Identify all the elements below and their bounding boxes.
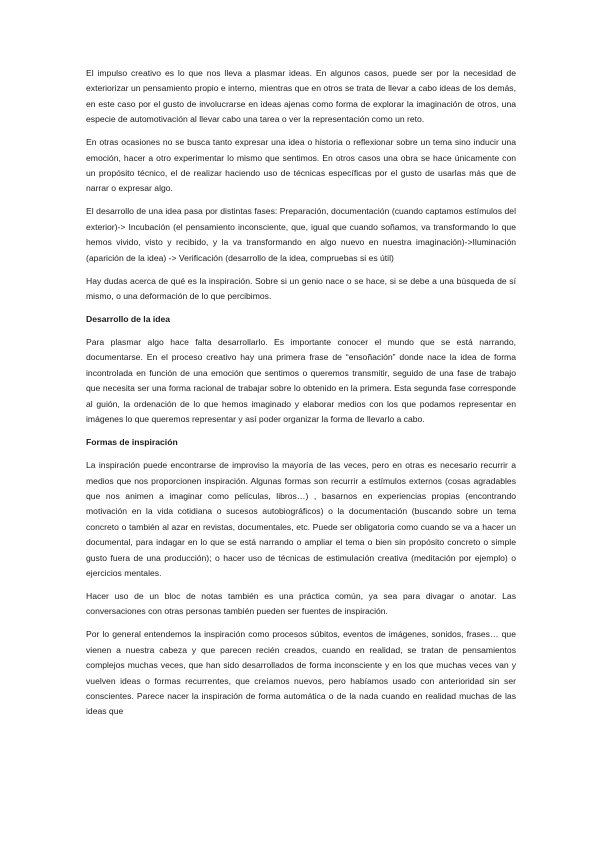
- paragraph-phases: El desarrollo de una idea pasa por distintas fases: Preparación, documentación (cuando captamos estímulos del exterior)-> Incubación (el pensamiento inconsciente, que, igual que cuando soñamos, va transformando lo que hemos vivido, visto y recibido, y la va transformando en algo nuevo en nuestra imaginación)->Iluminación (aparición de la idea) -> Verificación (desarrollo de la idea, compruebas si es útil): [86, 206, 516, 263]
- paragraph-sudden-inspiration: Por lo general entendemos la inspiración como procesos súbitos, eventos de imágenes, sonidos, frases… que vienen a nuestra cabeza y que parecen recién creados, cuando en realidad, se tratan de pensamientos complejos muchas veces, que han sido desarrollados de forma inconsciente y en los que muchas veces van y vuelven ideas o formas recurrentes, que creíamos nuevos, pero habíamos usado con anterioridad sin ser conscientes. Parece nacer la inspiración de forma automática o de la nada cuando en realidad muchas de las ideas que: [86, 629, 516, 717]
- heading-idea-development: Desarrollo de la idea: [86, 314, 171, 325]
- paragraph-inspiration-doubts: Hay dudas acerca de qué es la inspiración. Sobre si un genio nace o se hace, si se debe a una búsqueda de sí mismo, o una deformación de lo que percibimos.: [86, 275, 516, 302]
- document-page: [86, 66, 516, 727]
- paragraph-creative-impulse: El impulso creativo es lo que nos lleva a plasmar ideas. En algunos casos, puede ser por la necesidad de exteriorizar un pensamiento propio e interno, mientras que en otros se trata de llevar a cabo ideas de los demás, en este caso por el gusto de involucrarse en ideas ajenas como forma de explorar la imaginación de otros, una especie de automotivación al llevar cabo una tarea o ver la representación como un reto.: [86, 68, 516, 125]
- paragraph-inspiration-forms: La inspiración puede encontrarse de improviso la mayoría de las veces, pero en otras es necesario recurrir a medios que nos proporcionen inspiración. Algunas formas son recurrir a estímulos externos (cosas agradables que nos animen a imaginar como películas, libros…) , basarnos en experiencias propias (encontrando motivación en la vida cotidiana o sucesos autobiográficos) o la documentación (buscando sobre un tema concreto o también al azar en revistas, documentales, etc. Puede ser obligatoria como cuando se va a hacer un documental, para indagar en lo que se está narrando o ampliar el tema o bien sin propósito concreto o simple gusto fuera de una producción); o hacer uso de técnicas de estimulación creativa (meditación por ejemplo) o ejercicios mentales.: [86, 460, 516, 578]
- paragraph-idea-development: Para plasmar algo hace falta desarrollarlo. Es importante conocer el mundo que se está narrando, documentarse. En el proceso creativo hay una primera frase de “ensoñación” donde nace la idea de forma incontrolada en función de una emoción que sentimos o queremos transmitir, seguido de una fase de trabajo que necesita ser una forma racional de trabajar sobre lo obtenido en la primera. Esta segunda fase corresponde al guión, la ordenación de lo que hemos imaginado y elaborar medios con los que podamos representar en imágenes lo que queremos representar y así poder organizar la forma de llevarlo a cabo.: [86, 337, 516, 425]
- paragraph-notebook: Hacer uso de un bloc de notas también es una práctica común, ya sea para divagar o anotar. Las conversaciones con otras personas también pueden ser fuentes de inspiración.: [86, 590, 516, 617]
- heading-inspiration-forms: Formas de inspiración: [86, 437, 178, 448]
- paragraph-emotion: En otras ocasiones no se busca tanto expresar una idea o historia o reflexionar sobre un tema sino inducir una emoción, hacer a otro experimentar lo mismo que sentimos. En otros casos una obra se hace únicamente con un propósito técnico, el de realizar haciendo uso de técnicas específicas por el gusto de usarlas más que de narrar o expresar algo.: [86, 137, 516, 194]
